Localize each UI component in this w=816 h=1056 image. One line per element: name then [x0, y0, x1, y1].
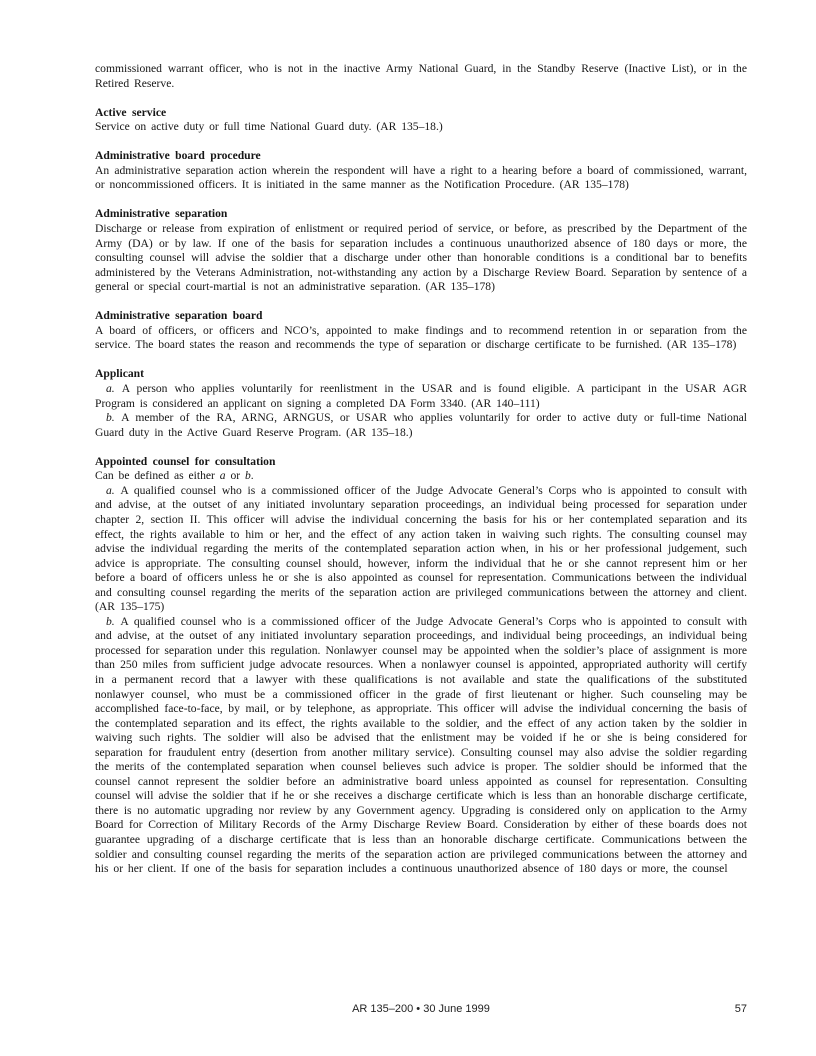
inline-italic: b — [245, 469, 251, 483]
body-paragraph: Service on active duty or full time National Guard duty. (AR 135–18.) — [95, 120, 443, 134]
section-heading: Administrative board procedure — [95, 149, 261, 163]
glossary-section — [95, 367, 747, 440]
page-number: 57 — [734, 1003, 747, 1015]
page-content — [95, 62, 747, 877]
body-paragraph: a. A qualified counsel who is a commissioned officer of the Judge Advocate General’s Corps who is appointed to consult with and advise, at the outset of any initiated involuntary separation proceedings, an individual being processed for separation under chapter 2, section II. This officer will advise the individual concerning the basis for his or her contemplated separation and its effect, the rights available to him or her, and the effect of any action taken in waiving such rights. The consulting counsel may advise the individual regarding the merits of the contemplated separation action when, in his or her professional judgement, such advice is appropriate. The consulting counsel should, however, inform the individual that he or she cannot represent him or her before a board of officers unless he or she is also appointed as counsel for representation. Communications between the individual and consulting counsel regarding the merits of the separation action are privileged communications between the attorney and client. (AR 135–175) — [95, 483, 747, 614]
body-paragraph: b. A qualified counsel who is a commissioned officer of the Judge Advocate General’s Corps who is appointed to consult with and advise, at the outset of any initiated involuntary separation proceedings, and individual being proceedings, an individual being processed for separation under this regulation. Nonlawyer counsel may be appointed when the soldier’s place of assignment is more than 250 miles from sufficient judge advocate resources. When a nonlawyer counsel is appointed, appropriated authority will certify in a permanent record that a lawyer with these qualifications is not available and state the qualifications of the substituted nonlawyer counsel, who must be a commissioned officer in the grade of first lieutenant or higher. Such counseling may be accomplished face-to-face, by mail, or by telephone, as appropriate. This officer will advise the individual concerning the basis of the contemplated separation and its effect, the rights available to the soldier, and the effect of any action taken by the soldier in waiving such rights. The soldier will also be advised that the enlistment may be voided if he or she is being considered for separation for fraudulent entry (desertion from another military service). Consulting counsel may also advise the soldier regarding the merits of the contemplated separation when counsel believes such advice is proper. The soldier should be informed that the counsel cannot represent the soldier before an administrative board unless appointed as counsel for representation. Consulting counsel will advise the soldier that if he or she receives a discharge certificate which is less than an honorable discharge certificate, there is no automatic upgrading nor review by any Government agency. Upgrading is considered only on application to the Army Board for Correction of Military Records of the Army Discharge Review Board. Consideration by either of these boards does not guarantee upgrading of a discharge certificate that is less than an honorable discharge certificate. Communications between the soldier and consulting counsel regarding the merits of the separation action are privileged communications between the attorney and his or her client. If one of the basis for separation includes a continuous unauthorized absence of 180 days or more, the counsel — [95, 614, 747, 876]
glossary-section — [95, 455, 747, 877]
inline-italic: a — [219, 469, 226, 483]
paragraph-letter: b. — [106, 411, 115, 425]
page-footer — [95, 1002, 747, 1016]
body-paragraph: Discharge or release from expiration of enlistment or required period of service, or before, as prescribed by the Department of the Army (DA) or by law. If one of the basis for separation includes a continuous unauthorized absence of 180 days or more, the consulting counsel will advise the soldier that a discharge under other than honorable conditions is a conditional bar to benefits administered by the Veterans Administration, not-withstanding any action by a Discharge Review Board. Separation by sentence of a general or special court-martial is not an administrative separation. (AR 135–178) — [95, 222, 747, 294]
paragraph-letter: a. — [106, 483, 115, 497]
body-sections — [95, 62, 747, 877]
glossary-section — [95, 149, 747, 193]
body-paragraph: An administrative separation action wherein the respondent will have a right to a hearing before a board of commissioned, warrant, or noncommissioned officers. It is initiated in the same manner as the Notification Procedure. (AR 135–178) — [95, 163, 747, 192]
glossary-section — [95, 309, 747, 353]
glossary-section — [95, 62, 747, 91]
body-paragraph: A board of officers, or officers and NCO’s, appointed to make findings and to recommend retention in or separation from the service. The board states the reason and recommends the type of separation or discharge certificate to be furnished. (AR 135–178) — [95, 323, 747, 352]
body-paragraph: a. A person who applies voluntarily for reenlistment in the USAR and is found eligible. A participant in the USAR AGR Program is considered an applicant on signing a completed DA Form 3340. (AR 140–111) — [95, 382, 747, 410]
section-heading: Administrative separation board — [95, 309, 263, 323]
paragraph-letter: b. — [106, 614, 115, 628]
section-heading: Applicant — [95, 367, 144, 381]
body-paragraph: commissioned warrant officer, who is not in the inactive Army National Guard, in the Standby Reserve (Inactive List), or in the Retired Reserve. — [95, 62, 747, 90]
body-paragraph: Can be defined as either a or b. — [95, 469, 254, 483]
glossary-section — [95, 207, 747, 294]
glossary-section — [95, 106, 747, 135]
section-heading: Active service — [95, 105, 167, 119]
footer-citation: AR 135–200 • 30 June 1999 — [352, 1003, 490, 1015]
section-heading: Administrative separation — [95, 207, 228, 221]
body-paragraph: b. A member of the RA, ARNG, ARNGUS, or USAR who applies voluntarily for order to active duty or full-time National Guard duty in the Active Guard Reserve Program. (AR 135–18.) — [95, 411, 747, 439]
paragraph-letter: a. — [106, 382, 115, 396]
section-heading: Appointed counsel for consultation — [95, 454, 276, 468]
